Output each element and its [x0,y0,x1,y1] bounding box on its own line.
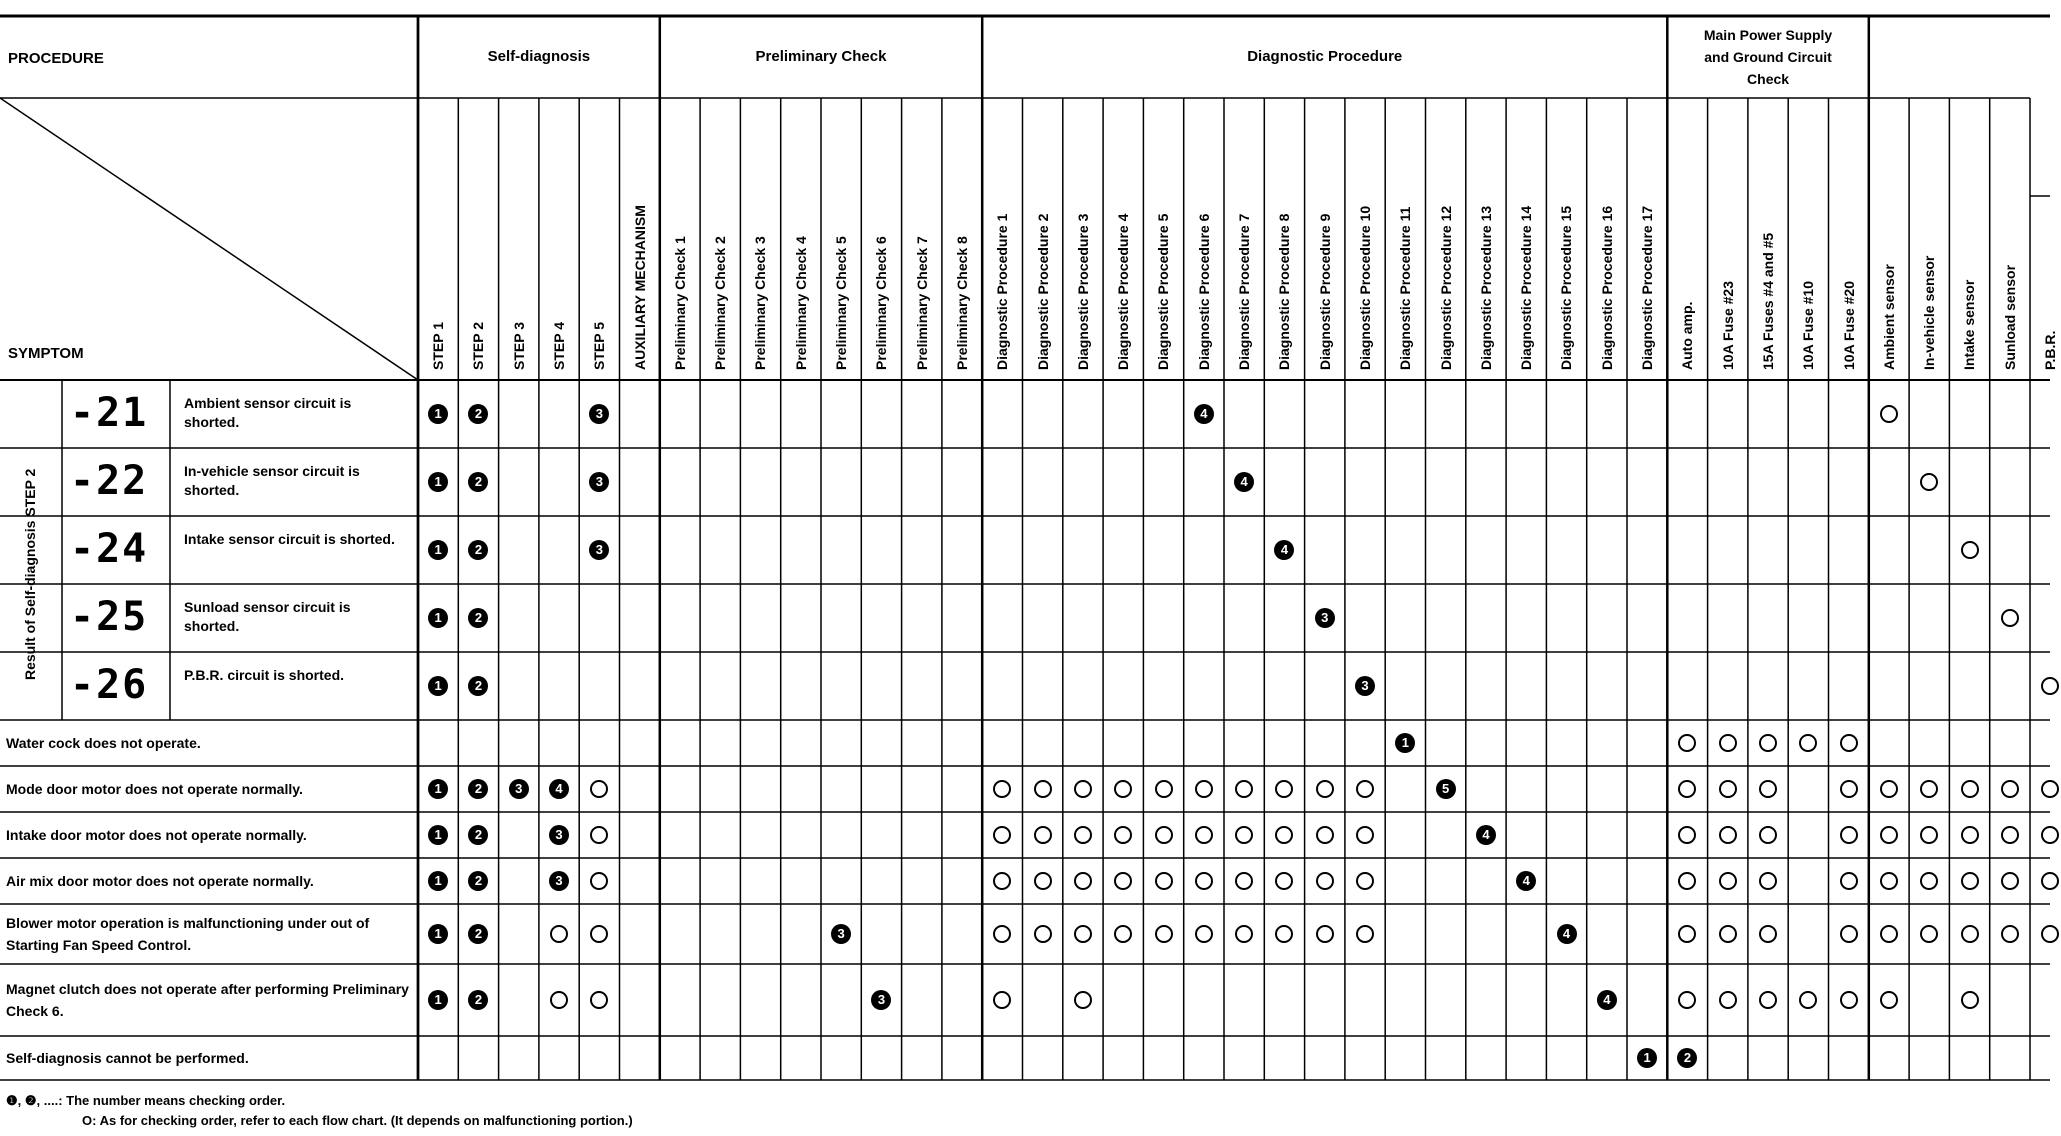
legend-open-text: As for checking order, refer to each flow chart. (It depends on malfunctioning portion.) [99,1113,633,1128]
check-order-mark: 1 [428,825,448,845]
column-header: 10A Fuse #10 [1800,281,1817,370]
check-order-mark: 4 [1194,404,1214,424]
check-order-mark: 3 [871,990,891,1010]
error-code: -26 [70,662,149,708]
check-required-mark [1880,780,1898,798]
check-required-mark [2041,925,2059,943]
self-diagnosis-result-label: Result of Self-diagnosis STEP 2 [22,468,38,680]
check-required-mark [550,925,568,943]
check-order-mark: 4 [1476,825,1496,845]
diagonal-divider [0,98,418,380]
check-required-mark [1880,991,1898,1009]
check-order-mark: 3 [509,779,529,799]
check-required-mark [1195,826,1213,844]
check-order-mark: 2 [468,825,488,845]
column-header: Preliminary Check 5 [833,236,849,370]
check-order-mark: 1 [428,871,448,891]
column-header: Diagnostic Procedure 14 [1518,205,1535,370]
check-order-mark: 3 [589,472,609,492]
column-header: Preliminary Check 4 [792,236,809,370]
check-required-mark [1034,872,1052,890]
check-order-mark: 2 [468,924,488,944]
check-required-mark [1880,925,1898,943]
column-header: Ambient sensor [1880,264,1897,370]
legend-open [82,1112,633,1130]
group-header-self_diagnosis: Self-diagnosis [487,48,591,65]
column-header: Diagnostic Procedure 11 [1397,206,1414,370]
check-required-mark [1155,780,1173,798]
check-required-mark [1034,925,1052,943]
check-required-mark [2041,872,2059,890]
check-order-mark: 3 [589,540,609,560]
symptom-text: Intake door motor does not operate normally. [6,827,307,843]
check-order-mark: 2 [468,540,488,560]
check-required-mark [1961,826,1979,844]
column-header: Diagnostic Procedure 5 [1155,213,1172,370]
check-order-mark: 1 [428,404,448,424]
legend-filled [6,1092,285,1110]
check-order-mark: 3 [831,924,851,944]
check-order-mark: 4 [1557,924,1577,944]
column-header: Diagnostic Procedure 15 [1558,205,1575,370]
check-required-mark [1840,826,1858,844]
check-order-mark: 1 [1395,733,1415,753]
column-header: 10A Fuse #23 [1719,281,1736,370]
check-required-mark [1316,780,1334,798]
column-header: Diagnostic Procedure 8 [1276,213,1293,370]
check-required-mark [1719,734,1737,752]
symptom-text: Self-diagnosis cannot be performed. [6,1050,249,1066]
check-required-mark [1840,925,1858,943]
group-header-main_power: Main Power Supply and Ground Circuit Check [1703,27,1833,87]
check-order-mark: 1 [428,540,448,560]
check-required-mark [550,991,568,1009]
symptom-text: Water cock does not operate. [6,735,201,751]
check-order-mark: 3 [1315,608,1335,628]
group-header-preliminary_check: Preliminary Check [755,48,887,65]
check-required-mark [1961,780,1979,798]
check-required-mark [1759,991,1777,1009]
symptom-label: SYMPTOM [8,345,84,362]
check-required-mark [1840,780,1858,798]
column-header: Diagnostic Procedure 4 [1115,213,1132,370]
column-header: STEP 1 [430,322,446,370]
check-required-mark [1034,780,1052,798]
column-header: Diagnostic Procedure 10 [1356,205,1373,370]
check-required-mark [2001,609,2019,627]
check-order-mark: 2 [468,404,488,424]
check-required-mark [1759,734,1777,752]
check-required-mark [1155,826,1173,844]
column-header: Preliminary Check 3 [752,236,769,370]
check-required-mark [1719,780,1737,798]
error-code: -25 [70,594,149,640]
check-order-mark: 4 [1274,540,1294,560]
check-required-mark [2001,872,2019,890]
check-required-mark [1719,991,1737,1009]
check-required-mark [1195,925,1213,943]
check-order-mark: 2 [468,472,488,492]
column-header: Diagnostic Procedure 12 [1437,205,1454,370]
check-order-mark: 3 [1355,676,1375,696]
symptom-text: Air mix door motor does not operate normally. [6,873,314,889]
column-header: 10A Fuse #20 [1840,281,1857,370]
check-required-mark [1961,541,1979,559]
column-header: STEP 3 [510,322,527,370]
check-required-mark [2041,677,2059,695]
column-header: Diagnostic Procedure 3 [1074,213,1091,370]
error-code: -22 [70,458,149,504]
column-header: STEP 4 [550,322,567,370]
check-order-mark: 3 [589,404,609,424]
column-header: 15A Fuses #4 and #5 [1759,232,1776,370]
check-required-mark [1880,826,1898,844]
check-required-mark [1074,925,1092,943]
check-required-mark [1961,991,1979,1009]
error-code: -24 [70,526,149,572]
check-required-mark [1074,826,1092,844]
check-required-mark [1840,734,1858,752]
legend-filled-text: The number means checking order. [66,1093,286,1108]
check-order-mark: 2 [1677,1048,1697,1068]
check-order-mark: 4 [1597,990,1617,1010]
column-header: Diagnostic Procedure 13 [1477,205,1494,370]
check-order-mark: 4 [549,779,569,799]
error-code: -21 [70,390,149,436]
column-header: P.B.R. [2042,330,2058,370]
check-required-mark [1961,925,1979,943]
column-header: Diagnostic Procedure 17 [1639,205,1655,370]
check-required-mark [1316,925,1334,943]
symptom-text: Ambient sensor circuit is shorted. [184,395,352,430]
symptom-text: P.B.R. circuit is shorted. [184,667,345,683]
check-required-mark [2041,826,2059,844]
check-required-mark [1880,405,1898,423]
check-required-mark [1034,826,1052,844]
column-header: STEP 2 [470,322,487,370]
column-header: In-vehicle sensor [1921,255,1938,370]
check-order-mark: 1 [428,924,448,944]
column-header: STEP 5 [591,322,608,370]
column-header: Preliminary Check 8 [953,236,970,370]
check-required-mark [2001,826,2019,844]
check-order-mark: 2 [468,608,488,628]
column-header: Diagnostic Procedure 2 [1034,213,1051,370]
procedure-label: PROCEDURE [8,50,104,67]
check-required-mark [1316,872,1334,890]
column-header: Diagnostic Procedure 6 [1195,213,1212,370]
check-order-mark: 1 [1637,1048,1657,1068]
check-required-mark [1356,780,1374,798]
column-header: Preliminary Check 1 [671,236,688,370]
symptom-text: Blower motor operation is malfunctioning under out of Starting Fan Speed Control. [6,915,370,953]
column-header: Diagnostic Procedure 1 [994,213,1011,370]
open-prefix: O: [82,1113,97,1128]
check-order-mark: 1 [428,779,448,799]
check-required-mark [1074,872,1092,890]
column-header: Sunload sensor [2001,264,2018,370]
symptom-text: Intake sensor circuit is shorted. [184,531,395,547]
check-required-mark [1074,991,1092,1009]
check-required-mark [1759,780,1777,798]
column-header: Preliminary Check 7 [913,236,930,370]
symptom-text: In-vehicle sensor circuit is shorted. [184,463,360,498]
check-required-mark [2001,780,2019,798]
column-header: Intake sensor [1961,279,1978,370]
check-order-mark: 3 [549,825,569,845]
check-required-mark [1880,872,1898,890]
symptom-text: Magnet clutch does not operate after performing Preliminary Check 6. [6,981,409,1019]
group-header-diagnostic_procedure: Diagnostic Procedure [1247,48,1403,65]
column-header: Preliminary Check 2 [712,236,729,370]
check-order-mark: 5 [1436,779,1456,799]
check-order-mark: 2 [468,676,488,696]
check-required-mark [1719,925,1737,943]
check-order-mark: 1 [428,472,448,492]
check-required-mark [1759,872,1777,890]
column-header: Preliminary Check 6 [873,236,890,370]
check-required-mark [2041,780,2059,798]
check-required-mark [1961,872,1979,890]
check-required-mark [1719,826,1737,844]
symptom-text: Mode door motor does not operate normally. [6,781,303,797]
symptom-text: Sunload sensor circuit is shorted. [184,599,351,634]
column-header: Diagnostic Procedure 9 [1316,213,1333,370]
check-required-mark [1195,872,1213,890]
check-required-mark [1356,925,1374,943]
check-required-mark [1759,826,1777,844]
check-order-mark: 3 [549,871,569,891]
check-order-mark: 1 [428,990,448,1010]
check-required-mark [1316,826,1334,844]
check-required-mark [1155,925,1173,943]
column-header: Auto amp. [1679,301,1696,370]
check-order-mark: 1 [428,676,448,696]
check-required-mark [1840,991,1858,1009]
check-order-mark: 4 [1234,472,1254,492]
check-required-mark [1719,872,1737,890]
check-required-mark [1356,872,1374,890]
check-required-mark [1195,780,1213,798]
filled-prefix: ❶, ❷, ....: [6,1093,63,1108]
check-required-mark [1356,826,1374,844]
column-header: AUXILIARY MECHANISM [631,205,648,370]
column-header: Diagnostic Procedure 16 [1598,205,1615,370]
check-required-mark [1155,872,1173,890]
check-order-mark: 2 [468,779,488,799]
check-required-mark [1840,872,1858,890]
check-required-mark [1759,925,1777,943]
check-order-mark: 4 [1516,871,1536,891]
check-order-mark: 1 [428,608,448,628]
check-required-mark [1074,780,1092,798]
check-order-mark: 2 [468,990,488,1010]
check-required-mark [2001,925,2019,943]
column-header: Diagnostic Procedure 7 [1236,213,1252,370]
check-order-mark: 2 [468,871,488,891]
